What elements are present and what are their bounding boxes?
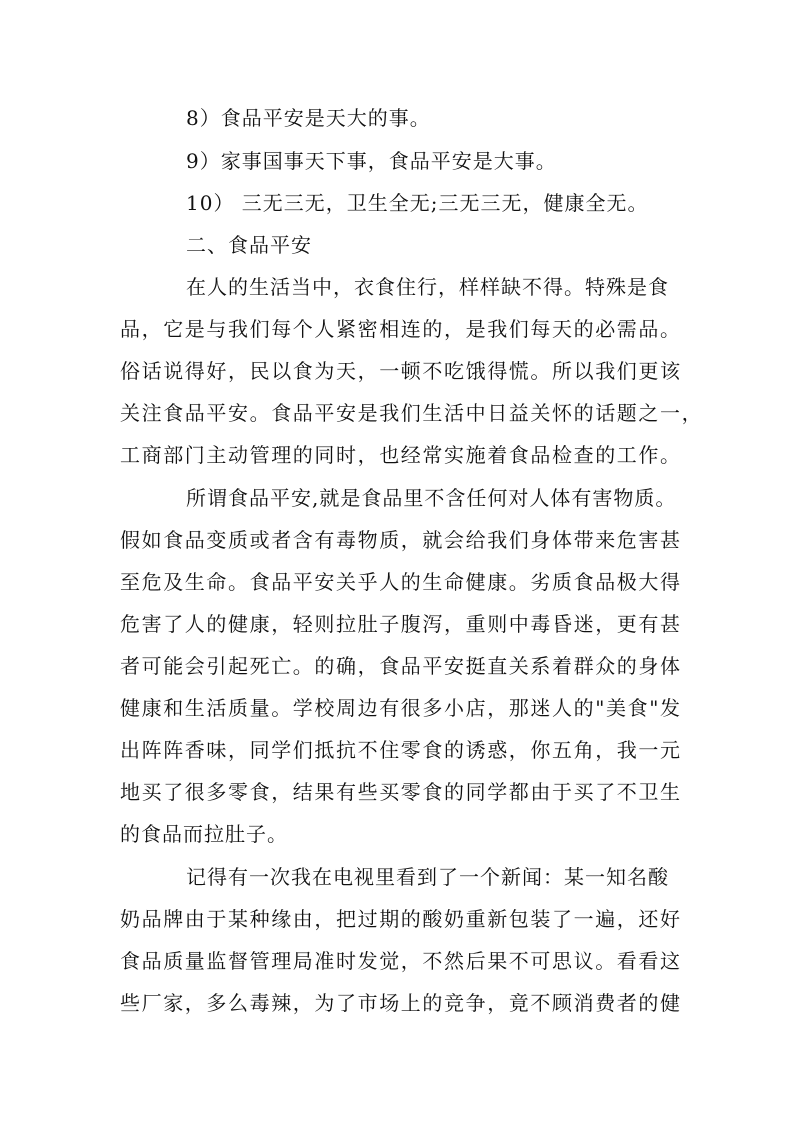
paragraph-1-line-5: 工商部门主动管理的同时，也经常实施着食品检查的工作。 [120, 443, 682, 467]
paragraph-2-line-3: 至危及生命。食品平安关乎人的生命健康。劣质食品极大得 [120, 570, 682, 594]
paragraph-2-line-7: 出阵阵香味，同学们抵抗不住零食的诱惑，你五角，我一元 [120, 738, 682, 762]
paragraph-1-line-1: 在人的生活当中，衣食住行，样样缺不得。特殊是食 [186, 275, 669, 299]
section-heading: 二、食品平安 [186, 233, 312, 257]
paragraph-1-line-3: 俗话说得好，民以食为天，一顿不吃饿得慌。所以我们更该 [120, 359, 682, 383]
paragraph-2-line-8: 地买了很多零食，结果有些买零食的同学都由于买了不卫生 [120, 780, 682, 804]
paragraph-2-line-2: 假如食品变质或者含有毒物质，就会给我们身体带来危害甚 [120, 528, 682, 552]
list-item-9: 9）家事国事天下事，食品平安是大事。 [186, 149, 557, 173]
paragraph-1-line-2: 品，它是与我们每个人紧密相连的，是我们每天的必需品。 [120, 317, 682, 341]
paragraph-2-line-4: 危害了人的健康，轻则拉肚子腹泻，重则中毒昏迷，更有甚 [120, 612, 682, 636]
list-item-8: 8）食品平安是天大的事。 [186, 106, 431, 130]
paragraph-2-line-5: 者可能会引起死亡。的确，食品平安挺直关系着群众的身体 [120, 654, 682, 678]
paragraph-3-line-1: 记得有一次我在电视里看到了一个新闻：某一知名酸 [186, 865, 669, 889]
paragraph-2-line-9: 的食品而拉肚子。 [120, 822, 288, 846]
paragraph-1-line-4: 关注食品平安。食品平安是我们生活中日益关怀的话题之一， [120, 401, 704, 425]
paragraph-3-line-2: 奶品牌由于某种缘由，把过期的酸奶重新包装了一遍，还好 [120, 907, 682, 931]
paragraph-3-line-4: 些厂家，多么毒辣，为了市场上的竞争，竟不顾消费者的健 [120, 991, 682, 1015]
paragraph-2-line-1: 所谓食品平安,就是食品里不含任何对人体有害物质。 [186, 486, 677, 510]
list-item-10: 10） 三无三无，卫生全无;三无三无，健康全无。 [186, 191, 649, 215]
paragraph-3-line-3: 食品质量监督管理局准时发觉，不然后果不可思议。看看这 [120, 949, 682, 973]
paragraph-2-line-6: 健康和生活质量。学校周边有很多小店，那迷人的"美食"发 [120, 696, 682, 720]
